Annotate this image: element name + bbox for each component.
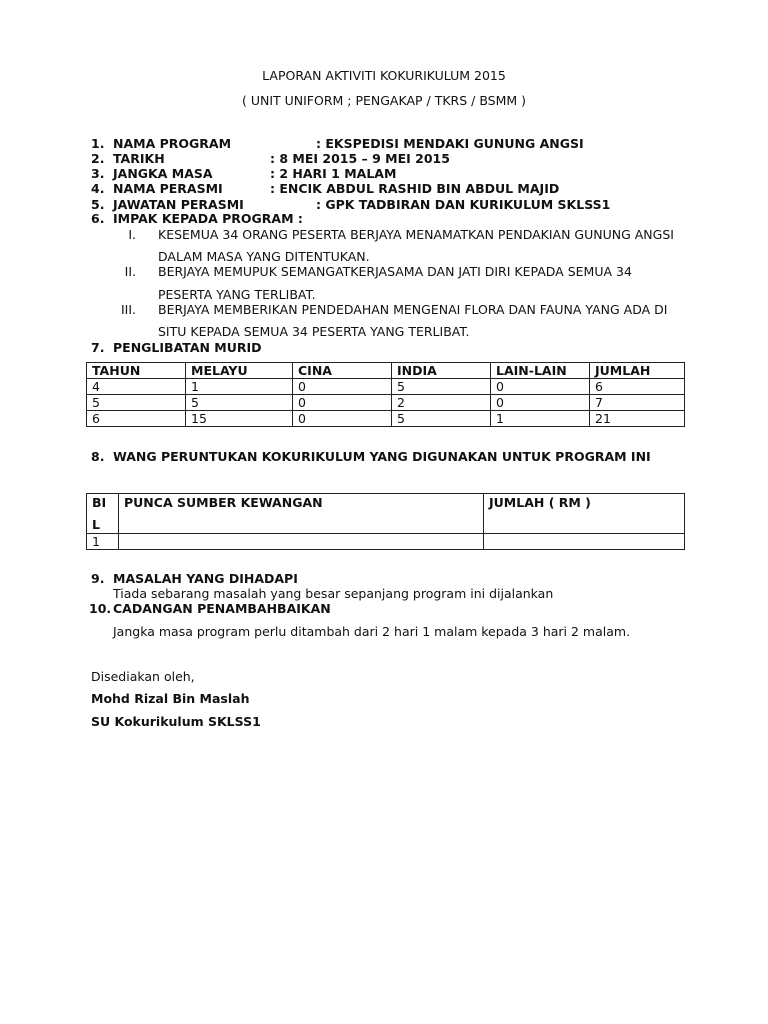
table-cell: 0 [293,395,392,411]
table-cell: 0 [293,411,392,427]
section-heading-penglibatan: PENGLIBATAN MURID [113,340,262,355]
table-row [87,534,685,550]
table-header-cell: JUMLAH ( RM ) [484,494,685,534]
table-cell: 5 [392,411,491,427]
report-subtitle: ( UNIT UNIFORM ; PENGAKAP / TKRS / BSMM ) [241,93,527,108]
preparer-position: SU Kokurikulum SKLSS1 [91,714,261,729]
table-cell: 1 [491,411,590,427]
table-header-row [87,494,685,534]
table-cell: 0 [293,379,392,395]
roman-numeral: III. [120,302,136,317]
table-header-row [87,363,685,379]
table-cell [484,534,685,550]
report-title: LAPORAN AKTIVITI KOKURIKULUM 2015 [262,68,506,83]
item-number: 4. [91,181,105,196]
table-cell: 21 [590,411,685,427]
section-heading-cadangan: CADANGAN PENAMBAHBAIKAN [113,601,331,616]
prepared-by-label: Disediakan oleh, [91,669,195,684]
item-value-tarikh: : 8 MEI 2015 – 9 MEI 2015 [270,151,450,166]
table-cell: 0 [491,395,590,411]
roman-numeral: I. [128,227,136,242]
table-cell: 7 [590,395,685,411]
murid-table [86,362,685,427]
table-cell: 4 [87,379,186,395]
item-number: 1. [91,136,105,151]
item-value-jawatan-perasmi: : GPK TADBIRAN DAN KURIKULUM SKLSS1 [316,197,611,212]
impak-line: KESEMUA 34 ORANG PESERTA BERJAYA MENAMATKAN PENDAKIAN GUNUNG ANGSI [158,227,674,242]
cadangan-text: Jangka masa program perlu ditambah dari 2 hari 1 malam kepada 3 hari 2 malam. [113,624,631,639]
item-value-nama-program: : EKSPEDISI MENDAKI GUNUNG ANGSI [316,136,584,151]
table-header-cell: INDIA [392,363,491,379]
table-header-cell: JUMLAH [590,363,685,379]
item-value-jangka-masa: : 2 HARI 1 MALAM [270,166,397,181]
section-heading-wang: WANG PERUNTUKAN KOKURIKULUM YANG DIGUNAKAN UNTUK PROGRAM INI [113,449,651,464]
item-value-nama-perasmi: : ENCIK ABDUL RASHID BIN ABDUL MAJID [270,181,560,196]
impak-line: SITU KEPADA SEMUA 34 PESERTA YANG TERLIBAT. [158,324,470,339]
table-cell: 5 [87,395,186,411]
item-label-jangka-masa: JANGKA MASA [113,166,213,181]
roman-numeral: II. [124,264,136,279]
item-number: 2. [91,151,105,166]
masalah-text: Tiada sebarang masalah yang besar sepanjang program ini dijalankan [113,586,554,601]
table-cell: 15 [186,411,293,427]
table-row [87,379,685,395]
table-cell: 2 [392,395,491,411]
table-header-cell: PUNCA SUMBER KEWANGAN [119,494,484,534]
impak-line: DALAM MASA YANG DITENTUKAN. [158,249,370,264]
section-number: 9. [91,571,105,586]
item-label-jawatan-perasmi: JAWATAN PERASMI [113,197,244,212]
impak-line: BERJAYA MEMUPUK SEMANGATKERJASAMA DAN JATI DIRI KEPADA SEMUA 34 [158,264,632,279]
impak-line: PESERTA YANG TERLIBAT. [158,287,316,302]
table-header-cell: LAIN-LAIN [491,363,590,379]
table-cell: 1 [87,534,119,550]
table-cell: 6 [590,379,685,395]
bil-line: BI [92,495,107,510]
item-label-tarikh: TARIKH [113,151,165,166]
table-cell: 1 [186,379,293,395]
section-number: 8. [91,449,105,464]
table-cell: 6 [87,411,186,427]
table-row [87,395,685,411]
table-header-cell: TAHUN [87,363,186,379]
table-cell: 0 [491,379,590,395]
item-number: 3. [91,166,105,181]
table-cell [119,534,484,550]
item-number: 6. [91,211,105,226]
table-header-cell: MELAYU [186,363,293,379]
item-label-nama-program: NAMA PROGRAM [113,136,232,151]
item-number: 5. [91,197,105,212]
table-cell: 5 [186,395,293,411]
item-label-impak: IMPAK KEPADA PROGRAM : [113,211,303,226]
table-cell: 5 [392,379,491,395]
table-row [87,411,685,427]
section-number: 7. [91,340,105,355]
preparer-name: Mohd Rizal Bin Maslah [91,691,250,706]
table-header-cell: CINA [293,363,392,379]
section-number: 10. [89,601,112,616]
bil-line: L [92,517,100,532]
section-heading-masalah: MASALAH YANG DIHADAPI [113,571,298,586]
wang-table [86,493,685,550]
impak-line: BERJAYA MEMBERIKAN PENDEDAHAN MENGENAI FLORA DAN FAUNA YANG ADA DI [158,302,668,317]
table-header-cell-bil [87,494,119,534]
item-label-nama-perasmi: NAMA PERASMI [113,181,223,196]
